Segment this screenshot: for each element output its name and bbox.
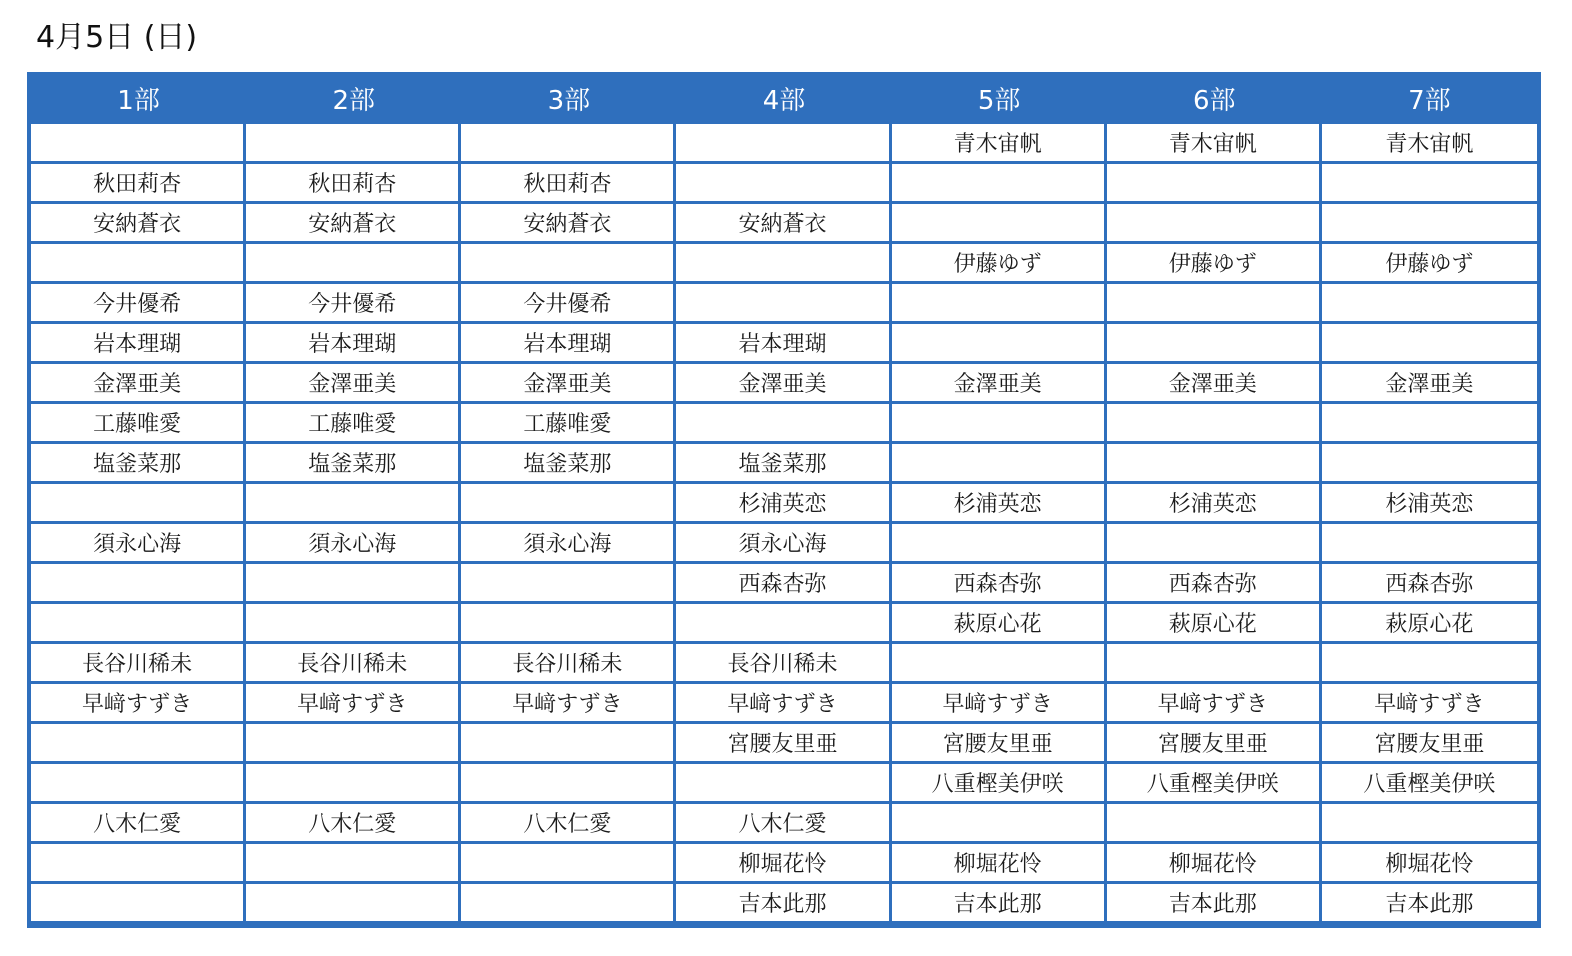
table-cell bbox=[1322, 804, 1537, 844]
table-cell: 早﨑すずき bbox=[676, 684, 891, 724]
table-cell: 工藤唯愛 bbox=[246, 404, 461, 444]
table-cell: 長谷川稀未 bbox=[246, 644, 461, 684]
column-header-1: 1部 bbox=[31, 72, 246, 124]
table-cell bbox=[246, 564, 461, 604]
table-cell bbox=[1322, 404, 1537, 444]
table-cell bbox=[31, 604, 246, 644]
table-cell: 萩原心花 bbox=[1107, 604, 1322, 644]
table-cell: 八木仁愛 bbox=[31, 804, 246, 844]
table-cell bbox=[246, 604, 461, 644]
table-cell bbox=[1107, 644, 1322, 684]
table-cell: 金澤亜美 bbox=[31, 364, 246, 404]
table-row bbox=[31, 444, 1537, 484]
table-cell: 須永心海 bbox=[461, 524, 676, 564]
table-row bbox=[31, 204, 1537, 244]
table-cell: 吉本此那 bbox=[1107, 884, 1322, 921]
table-cell bbox=[892, 324, 1107, 364]
table-cell: 須永心海 bbox=[676, 524, 891, 564]
table-cell: 宮腰友里亜 bbox=[1107, 724, 1322, 764]
table-cell: 秋田莉杏 bbox=[31, 164, 246, 204]
table-cell bbox=[246, 884, 461, 921]
table-cell bbox=[461, 844, 676, 884]
table-cell: 柳堀花怜 bbox=[676, 844, 891, 884]
schedule-body bbox=[31, 124, 1537, 921]
table-row bbox=[31, 404, 1537, 444]
table-cell bbox=[31, 564, 246, 604]
table-cell: 西森杏弥 bbox=[676, 564, 891, 604]
table-cell: 安納蒼衣 bbox=[461, 204, 676, 244]
schedule-table bbox=[31, 72, 1537, 921]
table-cell bbox=[461, 124, 676, 164]
page-title: 4月5日 (日) bbox=[36, 20, 198, 55]
table-cell: 秋田莉杏 bbox=[461, 164, 676, 204]
table-cell bbox=[246, 724, 461, 764]
table-cell bbox=[892, 404, 1107, 444]
table-cell bbox=[461, 484, 676, 524]
table-cell: 秋田莉杏 bbox=[246, 164, 461, 204]
table-cell: 宮腰友里亜 bbox=[676, 724, 891, 764]
table-cell: 青木宙帆 bbox=[1322, 124, 1537, 164]
table-cell: 西森杏弥 bbox=[1322, 564, 1537, 604]
table-cell: 青木宙帆 bbox=[1107, 124, 1322, 164]
table-cell: 萩原心花 bbox=[892, 604, 1107, 644]
table-cell bbox=[246, 124, 461, 164]
column-header-3: 3部 bbox=[461, 72, 676, 124]
table-cell: 萩原心花 bbox=[1322, 604, 1537, 644]
table-cell bbox=[892, 444, 1107, 484]
table-cell: 伊藤ゆず bbox=[1322, 244, 1537, 284]
table-cell bbox=[892, 164, 1107, 204]
table-cell: 塩釜菜那 bbox=[461, 444, 676, 484]
table-cell bbox=[1107, 164, 1322, 204]
table-cell: 西森杏弥 bbox=[1107, 564, 1322, 604]
table-cell: 塩釜菜那 bbox=[676, 444, 891, 484]
table-cell: 八重樫美伊咲 bbox=[1107, 764, 1322, 804]
table-cell: 伊藤ゆず bbox=[892, 244, 1107, 284]
column-header-4: 4部 bbox=[676, 72, 891, 124]
table-cell: 須永心海 bbox=[31, 524, 246, 564]
table-cell: 柳堀花怜 bbox=[1107, 844, 1322, 884]
table-cell bbox=[1322, 644, 1537, 684]
table-row bbox=[31, 124, 1537, 164]
table-cell: 吉本此那 bbox=[892, 884, 1107, 921]
table-row bbox=[31, 284, 1537, 324]
table-cell: 今井優希 bbox=[246, 284, 461, 324]
table-cell: 長谷川稀未 bbox=[31, 644, 246, 684]
table-cell bbox=[461, 244, 676, 284]
table-cell: 安納蒼衣 bbox=[676, 204, 891, 244]
table-cell: 安納蒼衣 bbox=[31, 204, 246, 244]
table-cell: 金澤亜美 bbox=[892, 364, 1107, 404]
table-cell bbox=[1322, 164, 1537, 204]
table-cell bbox=[1322, 204, 1537, 244]
table-cell: 早﨑すずき bbox=[1107, 684, 1322, 724]
table-cell: 塩釜菜那 bbox=[31, 444, 246, 484]
table-cell: 安納蒼衣 bbox=[246, 204, 461, 244]
table-cell: 八重樫美伊咲 bbox=[1322, 764, 1537, 804]
table-cell bbox=[1322, 284, 1537, 324]
table-cell: 早﨑すずき bbox=[246, 684, 461, 724]
table-cell bbox=[31, 724, 246, 764]
table-cell bbox=[892, 524, 1107, 564]
table-cell: 長谷川稀未 bbox=[676, 644, 891, 684]
table-cell: 岩本理瑚 bbox=[461, 324, 676, 364]
table-cell bbox=[246, 844, 461, 884]
table-cell: 工藤唯愛 bbox=[31, 404, 246, 444]
table-row bbox=[31, 564, 1537, 604]
table-row bbox=[31, 604, 1537, 644]
table-cell: 早﨑すずき bbox=[461, 684, 676, 724]
table-cell bbox=[676, 124, 891, 164]
table-cell: 杉浦英恋 bbox=[1107, 484, 1322, 524]
table-cell: 早﨑すずき bbox=[892, 684, 1107, 724]
table-cell bbox=[892, 284, 1107, 324]
table-cell: 宮腰友里亜 bbox=[892, 724, 1107, 764]
table-cell bbox=[892, 804, 1107, 844]
table-cell: 青木宙帆 bbox=[892, 124, 1107, 164]
table-cell bbox=[461, 764, 676, 804]
table-cell: 八木仁愛 bbox=[461, 804, 676, 844]
table-row bbox=[31, 644, 1537, 684]
table-row bbox=[31, 524, 1537, 564]
table-cell bbox=[1107, 204, 1322, 244]
table-cell bbox=[892, 204, 1107, 244]
table-cell bbox=[31, 484, 246, 524]
table-cell bbox=[1107, 804, 1322, 844]
table-cell bbox=[676, 244, 891, 284]
table-row bbox=[31, 764, 1537, 804]
table-cell bbox=[1322, 324, 1537, 364]
table-cell: 伊藤ゆず bbox=[1107, 244, 1322, 284]
table-cell: 岩本理瑚 bbox=[246, 324, 461, 364]
table-cell: 早﨑すずき bbox=[31, 684, 246, 724]
table-cell: 八重樫美伊咲 bbox=[892, 764, 1107, 804]
table-cell bbox=[31, 244, 246, 284]
table-cell bbox=[246, 484, 461, 524]
schedule-table-frame bbox=[27, 72, 1541, 928]
table-cell bbox=[31, 764, 246, 804]
table-cell: 長谷川稀未 bbox=[461, 644, 676, 684]
table-cell bbox=[31, 844, 246, 884]
table-cell bbox=[676, 164, 891, 204]
table-cell bbox=[676, 284, 891, 324]
table-row bbox=[31, 244, 1537, 284]
table-cell bbox=[892, 644, 1107, 684]
table-cell bbox=[1107, 524, 1322, 564]
column-header-6: 6部 bbox=[1107, 72, 1322, 124]
table-row bbox=[31, 684, 1537, 724]
table-cell: 金澤亜美 bbox=[1107, 364, 1322, 404]
table-cell: 杉浦英恋 bbox=[676, 484, 891, 524]
table-cell bbox=[1107, 284, 1322, 324]
table-header-row bbox=[31, 72, 1537, 124]
table-cell: 金澤亜美 bbox=[676, 364, 891, 404]
table-cell: 柳堀花怜 bbox=[892, 844, 1107, 884]
table-cell: 金澤亜美 bbox=[246, 364, 461, 404]
table-cell bbox=[31, 884, 246, 921]
table-row bbox=[31, 724, 1537, 764]
table-cell: 西森杏弥 bbox=[892, 564, 1107, 604]
table-cell: 今井優希 bbox=[31, 284, 246, 324]
table-cell: 早﨑すずき bbox=[1322, 684, 1537, 724]
table-cell bbox=[676, 764, 891, 804]
table-cell: 吉本此那 bbox=[1322, 884, 1537, 921]
table-cell: 今井優希 bbox=[461, 284, 676, 324]
table-cell: 柳堀花怜 bbox=[1322, 844, 1537, 884]
table-cell: 吉本此那 bbox=[676, 884, 891, 921]
table-cell bbox=[1107, 324, 1322, 364]
table-cell: 金澤亜美 bbox=[1322, 364, 1537, 404]
table-cell: 金澤亜美 bbox=[461, 364, 676, 404]
table-cell bbox=[461, 724, 676, 764]
table-cell bbox=[461, 884, 676, 921]
table-cell: 岩本理瑚 bbox=[31, 324, 246, 364]
table-cell bbox=[1107, 444, 1322, 484]
table-row bbox=[31, 884, 1537, 921]
table-cell bbox=[246, 764, 461, 804]
table-cell bbox=[1107, 404, 1322, 444]
table-cell bbox=[1322, 524, 1537, 564]
table-cell bbox=[676, 404, 891, 444]
table-cell bbox=[31, 124, 246, 164]
table-cell: 岩本理瑚 bbox=[676, 324, 891, 364]
column-header-5: 5部 bbox=[892, 72, 1107, 124]
table-cell: 須永心海 bbox=[246, 524, 461, 564]
table-cell bbox=[676, 604, 891, 644]
table-row bbox=[31, 364, 1537, 404]
table-row bbox=[31, 484, 1537, 524]
table-cell: 八木仁愛 bbox=[246, 804, 461, 844]
table-cell bbox=[461, 604, 676, 644]
table-cell: 塩釜菜那 bbox=[246, 444, 461, 484]
table-cell: 宮腰友里亜 bbox=[1322, 724, 1537, 764]
table-cell: 八木仁愛 bbox=[676, 804, 891, 844]
table-row bbox=[31, 324, 1537, 364]
column-header-7: 7部 bbox=[1322, 72, 1537, 124]
table-cell: 工藤唯愛 bbox=[461, 404, 676, 444]
column-header-2: 2部 bbox=[246, 72, 461, 124]
table-cell: 杉浦英恋 bbox=[1322, 484, 1537, 524]
table-row bbox=[31, 164, 1537, 204]
table-cell bbox=[1322, 444, 1537, 484]
table-row bbox=[31, 804, 1537, 844]
table-cell: 杉浦英恋 bbox=[892, 484, 1107, 524]
table-cell bbox=[461, 564, 676, 604]
table-cell bbox=[246, 244, 461, 284]
table-row bbox=[31, 844, 1537, 884]
